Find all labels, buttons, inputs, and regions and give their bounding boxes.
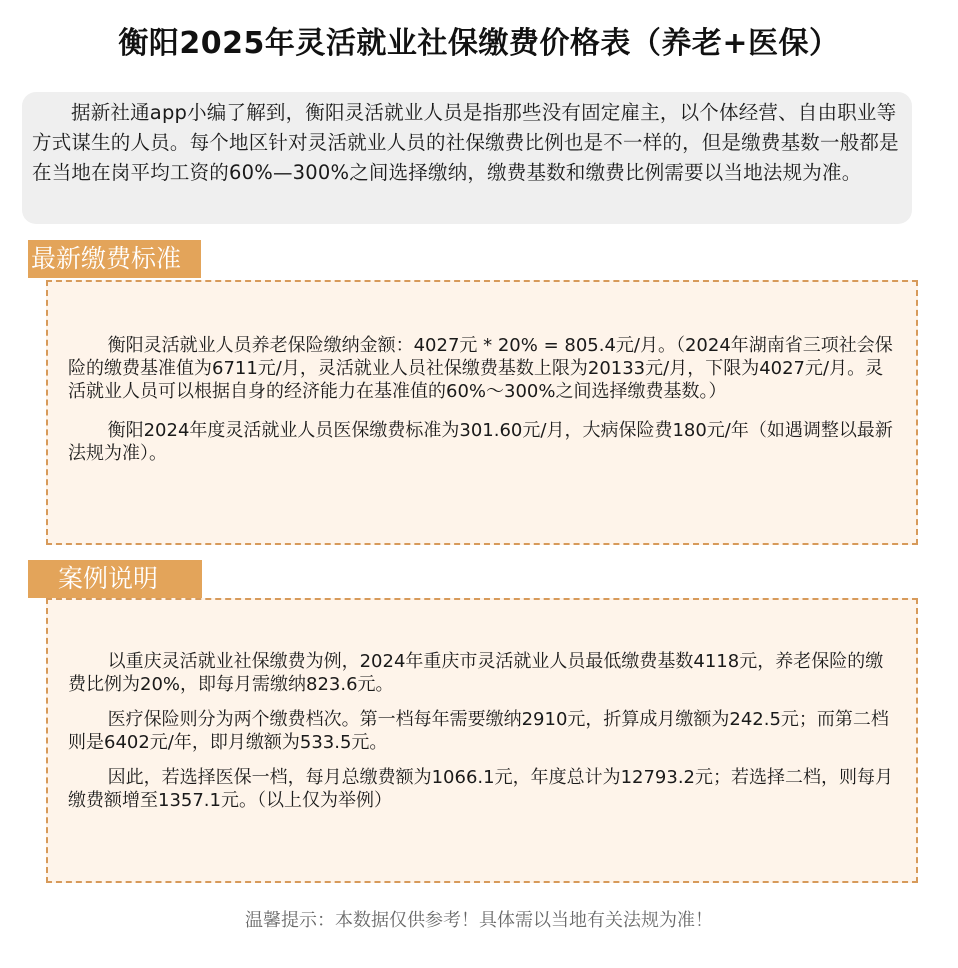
section-heading-latest-standard: 最新缴费标准 [28,240,201,278]
section-box-case-example [46,598,918,883]
medical-paragraph: 衡阳2024年度灵活就业人员医保缴费标准为301.60元/月，大病保险费180元/年（如遇调整以最新法规为准）。 [68,420,893,464]
case-paragraph: 因此，若选择医保一档，每月总缴费额为1066.1元，年度总计为12793.2元；若选择二档，则每月缴费额增至1357.1元。（以上仅为举例） [68,767,894,811]
intro-text: 据新社通app小编了解到，衡阳灵活就业人员是指那些没有固定雇主，以个体经营、自由职业等方式谋生的人员。每个地区针对灵活就业人员的社保缴费比例也是不一样的，但是缴费基数一般都是在当地在岗平均工资的60%—300%之间选择缴纳，缴费基数和缴费比例需要以当地法规为准。 [22,92,912,224]
section-box-latest-standard [46,280,918,545]
pension-paragraph: 衡阳灵活就业人员养老保险缴纳金额：4027元 * 20% = 805.4元/月。（2024年湖南省三项社会保险的缴费基准值为6711元/月，灵活就业人员社保缴费基数上限为20133元/月，下限为4027元/月。灵活就业人员可以根据自身的经济能力在基准值的60%～300%之间选择缴费基数。） [68,335,893,402]
footer-tip: 温馨提示：本数据仅供参考！具体需以当地有关法规为准！ [245,910,713,931]
case-paragraph: 医疗保险则分为两个缴费档次。第一档每年需要缴纳2910元，折算成月缴额为242.5元；而第二档则是6402元/年，即月缴额为533.5元。 [68,709,889,753]
page-title: 衡阳2025年灵活就业社保缴费价格表（养老+医保） [118,26,840,61]
section-heading-case-example: 案例说明 [28,560,202,598]
case-paragraph: 以重庆灵活就业社保缴费为例，2024年重庆市灵活就业人员最低缴费基数4118元，养老保险的缴费比例为20%，即每月需缴纳823.6元。 [68,651,884,695]
